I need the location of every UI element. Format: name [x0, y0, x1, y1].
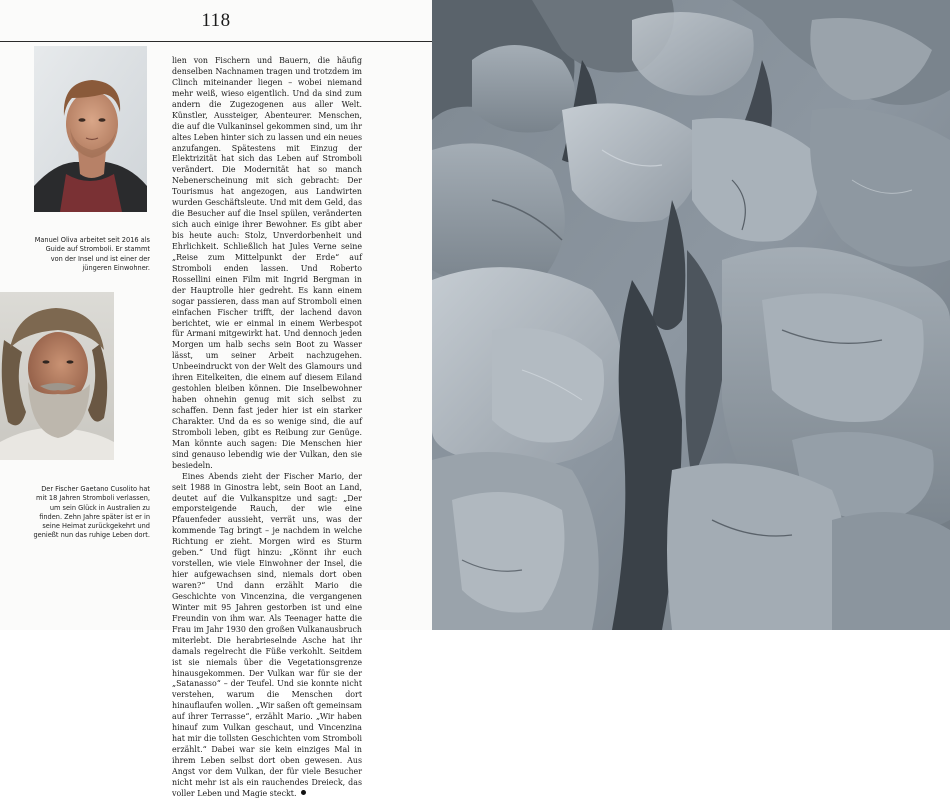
article-body [172, 56, 362, 800]
portrait-photo-gaetano [0, 292, 114, 460]
page-number: 118 [201, 10, 231, 31]
caption-manuel: Manuel Oliva arbeitet seit 2016 als Guide auf Stromboli. Er stammt von der Insel und ist einer der jüngeren Einwohner. [34, 236, 150, 272]
article-paragraph-text: Eines Abends zieht der Fischer Mario, der seit 1988 in Ginostra lebt, sein Boot an Land, deutet auf die Vulkanspitze und sagt: „Der emporsteigende Rauch, der wie eine Pfauenfeder aussieht, verrät uns, was der kommende Tag bringt – je nachdem in welche Richtung er zieht. Morgen wird es Sturm geben.“ Und fügt hinzu: „Könnt ihr euch vorstellen, wie viele Einwohner der Insel, die hier aufgewachsen sind, niemals dort oben waren?“ Und dann erzählt Mario die Geschichte von Vincenzina, die vergangenen Winter mit 95 Jahren gestorben ist und eine Freundin von ihm war. Als Teenager hatte die Frau im Jahr 1930 den großen Vulkanausbruch miterlebt. Die herabrieselnde Asche hat ihr damals regelrecht die Füße verkohlt. Seitdem ist sie niemals über die Vegetationsgrenze hinausgekommen. Der Vulkan war für sie der „Satanasso“ – der Teufel. Und sie konnte nicht verstehen, warum die Menschen dort hinauflaufen wollen. „Wir saßen oft gemeinsam auf ihrer Terrasse“, erzählt Mario. „Wir haben hinauf zum Vulkan geschaut, und Vincenzina hat mir die tollsten Geschichten vom Stromboli erzählt.“ Dabei war sie kein einziges Mal in ihrem Leben selbst dort oben gewesen. Aus Angst vor dem Vulkan, der für viele Besucher nicht mehr ist als ein rauchendes Dreieck, das voller Leben und Magie steckt. [172, 471, 362, 798]
portrait-photo-manuel [34, 46, 147, 212]
header-divider [0, 41, 432, 42]
article-paragraph: lien von Fischern und Bauern, die häufig denselben Nachnamen tragen und trotzdem im Clinch miteinander liegen – wobei niemand mehr weiß, wieso eigentlich. Und da sind zum andern die Zugezogenen aus aller Welt. Künstler, Aussteiger, Abenteurer. Menschen, die auf die Vulkaninsel gekommen sind, um ihr altes Leben hinter sich zu lassen und ein neues anzufangen. Spätestens mit Einzug der Elektrizität hat sich das Leben auf Stromboli verändert. Die Modernität hat so manch Nebenerscheinung mit sich gebracht: Der Tourismus hat angezogen, aus Landwirten wurden Geschäftsleute. Und mit dem Geld, das die Besucher auf die Insel spülen, veränderten sich auch einige ihrer Bewohner. Es gibt aber bis heute auch: Stolz, Unverdorbenheit und Ehrlichkeit. Schließlich hat Jules Verne seine „Reise zum Mittelpunkt der Erde“ auf Stromboli enden lassen. Und Roberto Rossellini einen Film mit Ingrid Bergman in der Hauptrolle hier gedreht. Es kann einem sogar passieren, dass man auf Stromboli einen einfachen Fischer trifft, der lachend davon berichtet, wie er einmal in einem Werbespot für Armani mitgewirkt hat. Und dennoch jeden Morgen um halb sechs sein Boot zu Wasser lässt, um seiner Arbeit nachzugehen. Unbeeindruckt von der Welt des Glamours und ihren Eitelkeiten, die einem auf diesem Eiland gestohlen bleiben können. Die Inselbewohner haben ohnehin genug mit sich selbst zu schaffen. Denn fast jeder hier ist ein starker Charakter. Und da es so wenige sind, die auf Stromboli leben, gibt es Reibung zur Genüge. Man könnte auch sagen: Die Menschen hier sind genauso lebendig wie der Vulkan, den sie besiedeln. [172, 56, 362, 470]
article-paragraph [172, 472, 362, 800]
caption-gaetano: Der Fischer Gaetano Cusolito hat mit 18 Jahren Stromboli verlassen, um sein Glück in Australien zu finden. Zehn Jahre später ist er in seine Heimat zurückgekehrt und genießt nun das ruhige Leben dort. [33, 485, 150, 540]
rock-photograph [432, 0, 950, 630]
left-page [0, 0, 432, 798]
end-of-article-bullet-icon [301, 790, 306, 795]
